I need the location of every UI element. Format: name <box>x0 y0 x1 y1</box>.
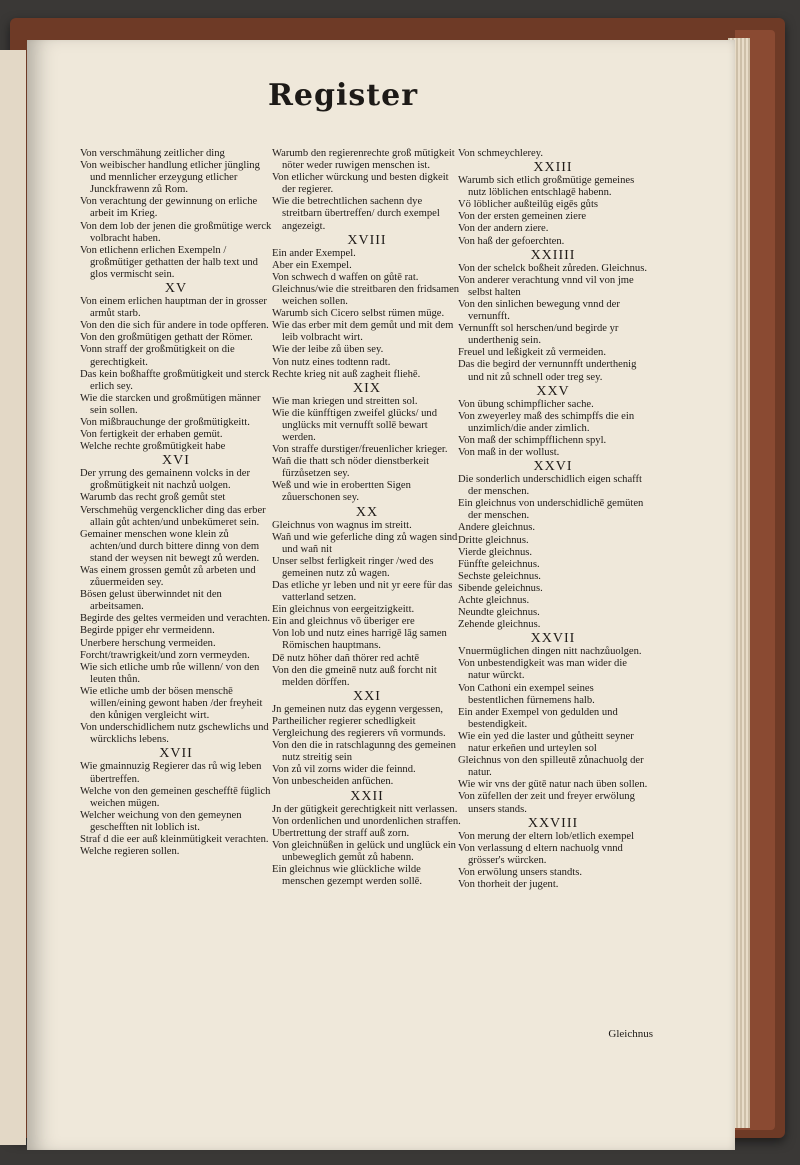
register-entry: Von anderer verachtung vnnd vil von jme selbst halten <box>458 274 634 298</box>
register-entry: Von der ersten gemeinen ziere <box>458 211 587 223</box>
section-numeral: XX <box>355 504 379 520</box>
register-entry: Von zů vil zorns wider die feinnd. <box>272 764 416 776</box>
register-entry: Vonn straff der großmütigkeit on die gerechtigkeit. <box>80 344 235 368</box>
register-entry: Welcher weichung von den gemeynen geschefften nit loblich ist. <box>80 809 242 833</box>
register-entry: Aber ein Exempel. <box>272 259 352 271</box>
register-entry: Von nutz eines todtenn radt. <box>272 356 391 368</box>
register-entry: Freuel und leßigkeit zů vermeiden. <box>458 347 606 359</box>
register-column-1 <box>80 148 272 858</box>
register-entry: Gleichnus von den spilleutē zůnachuolg der natur. <box>458 755 644 779</box>
register-entry: Wie wir vns der gütē natur nach üben sollen. <box>458 779 648 791</box>
register-entry: Jn der gütigkeit gerechtigkeit nitt verlassen. <box>272 803 458 815</box>
register-entry: Gleichnus/wie die streitbaren den fridsamen weichen sollen. <box>272 283 460 308</box>
register-entry: Wie das erber mit dem gemůt und mit dem leib volbracht wirt. <box>272 320 454 344</box>
register-entry: Unerbere herschung vermeiden. <box>80 637 216 649</box>
register-entry: Dritte gleichnus. <box>458 534 529 546</box>
register-entry: Verschmehüg vergencklicher ding das erber allain gůt achten/und unbekümeret sein. <box>80 504 266 528</box>
register-entry: Wie sich etliche umb růe willenn/ von den leuten thůn. <box>80 661 260 685</box>
register-entry: Gemainer menschen wone klein zů achten/und durch bittere dinng von dem stand der weysen nit bewegt zů werden. <box>80 528 260 564</box>
section-numeral: XXIII <box>533 160 573 176</box>
register-entry: Von erwölung unsers standts. <box>458 866 582 878</box>
register-entry: Welche rechte großmütigkeit habe <box>80 441 226 453</box>
section-numeral: XVI <box>162 453 190 469</box>
register-entry: Von unbestendigkeit was man wider die natur würckt. <box>458 658 627 682</box>
section-numeral: XXVII <box>530 631 576 647</box>
register-entry: Achte gleichnus. <box>458 595 530 606</box>
register-entry: Warumb sich Cicero selbst rümen müge. <box>272 308 445 320</box>
register-entry: Von den die sich für andere in tode opfferen. <box>80 320 269 332</box>
register-entry: Das etliche yr leben und nit yr eere für das vatterland setzen. <box>272 580 453 604</box>
register-entry: Von ordenlichen und unordenlichen straffen. <box>272 815 461 827</box>
register-entry: Wie ein yed die laster und gůtheitt seyner natur erkeñen und urteylen sol <box>458 730 634 755</box>
register-entry: Von lob und nutz eines harrigē lāg samen Römischen hauptmans. <box>272 628 447 652</box>
register-entry: Sechste geleichnus. <box>458 570 541 582</box>
register-entry: Von schmeychlerey. <box>458 148 544 159</box>
register-entry: Partheilicher regierer schedligkeit <box>272 715 416 727</box>
facing-page <box>0 50 26 1145</box>
register-entry: Bösen gelust überwinndet nit den arbeitsamen. <box>80 589 222 613</box>
register-entry: Sibende geleichnus. <box>458 582 543 594</box>
register-entry: Das kein boßhaffte großmütigkeit und sterck erlich sey. <box>80 368 270 392</box>
register-entry: Wie etliche umb der bösen menschē willen/eining gewont haben /der freyheit den kůnigen vergleicht wirt. <box>80 685 263 722</box>
section-numeral: XVIII <box>347 232 387 248</box>
register-entry: Forcht/trawrigkeit/und zorn vermeyden. <box>80 649 250 661</box>
register-entry: Von den großmütigen gethatt der Römer. <box>80 332 253 344</box>
register-entry: Von fertigkeit der erhaben gemüt. <box>80 429 223 441</box>
register-entry: Warumb sich etlich großmütige gemeines nutz löblichen entschlagē habenn. <box>458 175 635 199</box>
register-entry: Wie der leibe zů üben sey. <box>272 344 384 356</box>
register-entry: Von underschidlichem nutz gschewlichs und würcklichs lebens. <box>80 722 269 746</box>
section-numeral: XIX <box>353 380 381 396</box>
register-entry: Von verachtung der gewinnung on erliche arbeit im Krieg. <box>80 196 258 220</box>
section-numeral: XXIIII <box>530 247 576 263</box>
register-entry: Gleichnus von wagnus im streitt. <box>272 519 412 531</box>
register-entry: Straf d die eer auß kleinmütigkeit verachten. <box>80 833 269 845</box>
register-entry: Von maß in der wollust. <box>458 446 560 458</box>
register-entry: Von gleichnüßen in gelück und unglück ein unbeweglich gemůt zů habenn. <box>272 839 456 863</box>
register-entry: Von zweyerley maß des schimpffs die ein unzimlich/die ander zimlich. <box>458 410 635 434</box>
register-entry: Wie die künfftigen zweifel glücks/ und unglücks mit vernufft sollē bewart werden. <box>272 407 438 443</box>
register-entry: Von etlicher würckung und besten digkeit der regierer. <box>272 172 449 196</box>
register-entry: Begirde des geltes vermeiden und verachten. <box>80 613 271 625</box>
register-entry: Von haß der gefoerchten. <box>458 235 565 247</box>
register-entry: Welche regieren sollen. <box>80 846 180 858</box>
register-entry: Von der andern ziere. <box>458 223 549 235</box>
register-entry: Von der schelck boßheit zůreden. Gleichnus. <box>458 262 647 274</box>
register-entry: Von merung der eltern lob/etlich exempel <box>458 830 635 842</box>
register-column-2 <box>272 148 462 888</box>
register-entry: Von züfellen der zeit und freyer erwölung unsers stands. <box>458 791 635 815</box>
register-entry: Von den sinlichen bewegung vnnd der vernunfft. <box>458 298 620 323</box>
register-entry: Von Cathoni ein exempel seines bestentlichen fürnemens halb. <box>458 682 595 706</box>
register-entry: Vnuermüglichen dingen nitt nachzůuolgen. <box>458 646 642 658</box>
register-entry: Das die begird der vernunnfft underthenig und nit zů schnell oder treg sey. <box>458 359 637 383</box>
register-entry: Ein and gleichnus vō überiger ere <box>272 616 415 628</box>
register-entry: Wie die starcken und großmütigen männer sein sollen. <box>80 392 261 416</box>
register-entry: Vergleichung des regierers vñ vormunds. <box>272 728 446 740</box>
register-entry: Dē nutz höher dañ thörer red achtē <box>272 652 420 664</box>
register-entry: Was einem grossen gemůt zů arbeten und zůuermeiden sey. <box>80 565 256 589</box>
register-entry: Rechte krieg nit auß zagheit fliehē. <box>272 368 421 380</box>
register-entry: Von den die gmeinē nutz auß forcht nit melden dörffen. <box>272 664 437 688</box>
section-numeral: XV <box>164 281 188 297</box>
register-entry: Von maß der schimpfflichenn spyl. <box>458 434 607 446</box>
register-entry: Von unbescheiden anfüchen. <box>272 776 394 788</box>
register-entry: Andere gleichnus. <box>458 522 536 534</box>
register-entry: Von thorheit der jugent. <box>458 878 559 890</box>
register-entry: Begirde ppiger ehr vermeidenn. <box>80 625 215 637</box>
register-entry: Ubertrettung der straff auß zorn. <box>272 827 410 839</box>
section-numeral: XXV <box>536 383 570 399</box>
register-entry: Ein ander Exempel von gedulden und bestendigkeit. <box>458 706 618 730</box>
register-entry: Jn gemeinen nutz das eygenn vergessen, <box>272 703 444 715</box>
register-entry: Von verlassung d eltern nachuolg vnnd grösser's würcken. <box>458 842 623 866</box>
register-entry: Warumb das recht groß gemůt stet <box>80 492 226 504</box>
register-entry: Von den die in ratschlagunng des gemeinen nutz streitig sein <box>272 740 456 764</box>
register-entry: Von übung schimpflicher sache. <box>458 398 594 410</box>
register-entry: Von einem erlichen hauptman der in grosser armůt starb. <box>80 296 267 320</box>
section-numeral: XXVI <box>533 459 573 475</box>
register-entry: Der yrrung des gemainenn volcks in der großmütigkeit nit nachzů uolgen. <box>80 468 251 492</box>
register-entry: Von straffe durstiger/freuenlicher krieger. <box>272 444 448 456</box>
register-entry: Zehende gleichnus. <box>458 619 541 631</box>
register-entry: Von schwech d waffen on gůtē rat. <box>272 271 419 283</box>
register-entry: Wañ und wie geferliche ding zů wagen sind und wañ nit <box>272 531 458 555</box>
register-entry: Von verschmähung zeitlicher ding <box>80 148 225 159</box>
register-entry: Von mißbrauchunge der großmütigkeitt. <box>80 416 250 428</box>
register-entry: Vernunfft sol herschen/und begirde yr underthenig sein. <box>458 323 619 347</box>
register-entry: Von etlichenn erlichen Exempeln / großmütiger gethatten der halb text und glos vermischt sein. <box>80 244 258 280</box>
register-entry: Wañ die thatt sch nöder dienstberkeit fürzůsetzen sey. <box>272 456 430 480</box>
catchword: Gleichnus <box>608 1028 653 1040</box>
register-entry: Ein gleichnus von underschidlichē gemüten der menschen. <box>458 498 644 522</box>
register-entry: Wie gmainnuzig Regierer das rů wig leben übertreffen. <box>80 761 262 785</box>
register-entry: Warumb den regierenrechte groß mütigkeit nöter weder ruwigen menschen ist. <box>272 148 455 172</box>
register-entry: Von weibischer handlung etlicher jüngling und mennlicher erzeygung etlicher Junckfrawenn zů Rom. <box>80 160 260 196</box>
page-title: Register <box>268 78 419 113</box>
register-entry: Wie man kriegen und streitten sol. <box>272 395 418 407</box>
register-entry: Unser selbst ferligkeit ringer /wed des gemeinen nutz zů wagen. <box>272 555 434 579</box>
register-entry: Fünffte geleichnus. <box>458 558 540 570</box>
register-entry: Vierde gleichnus. <box>458 546 533 558</box>
register-entry: Welche von den gemeinen geschefftē füglich weichen mügen. <box>80 785 271 809</box>
register-entry: Ein ander Exempel. <box>272 247 356 259</box>
register-entry: Die sonderlich underschidlich eigen schafft der menschen. <box>458 474 642 498</box>
register-entry: Neundte gleichnus. <box>458 607 540 619</box>
section-numeral: XVII <box>159 746 193 762</box>
register-entry: Ein gleichnus von eergeitzigkeitt. <box>272 604 415 616</box>
register-entry: Wie die betrechtlichen sachenn dye streitbarn übertreffen/ durch exempel angezeigt. <box>272 196 440 232</box>
register-entry: Ein gleichnus wie glückliche wilde menschen gezempt werden sollē. <box>272 863 423 888</box>
section-numeral: XXII <box>350 788 384 804</box>
section-numeral: XXVIII <box>527 815 579 831</box>
register-entry: Vö löblicher außteilūg eigēs gůts <box>458 199 599 211</box>
register-column-3 <box>458 148 648 891</box>
register-entry: Weß und wie in erobertten Sigen zůuerschonen sey. <box>272 480 411 504</box>
register-entry: Von dem lob der jenen die großmütige werck volbracht haben. <box>80 220 272 244</box>
section-numeral: XXI <box>353 688 381 704</box>
